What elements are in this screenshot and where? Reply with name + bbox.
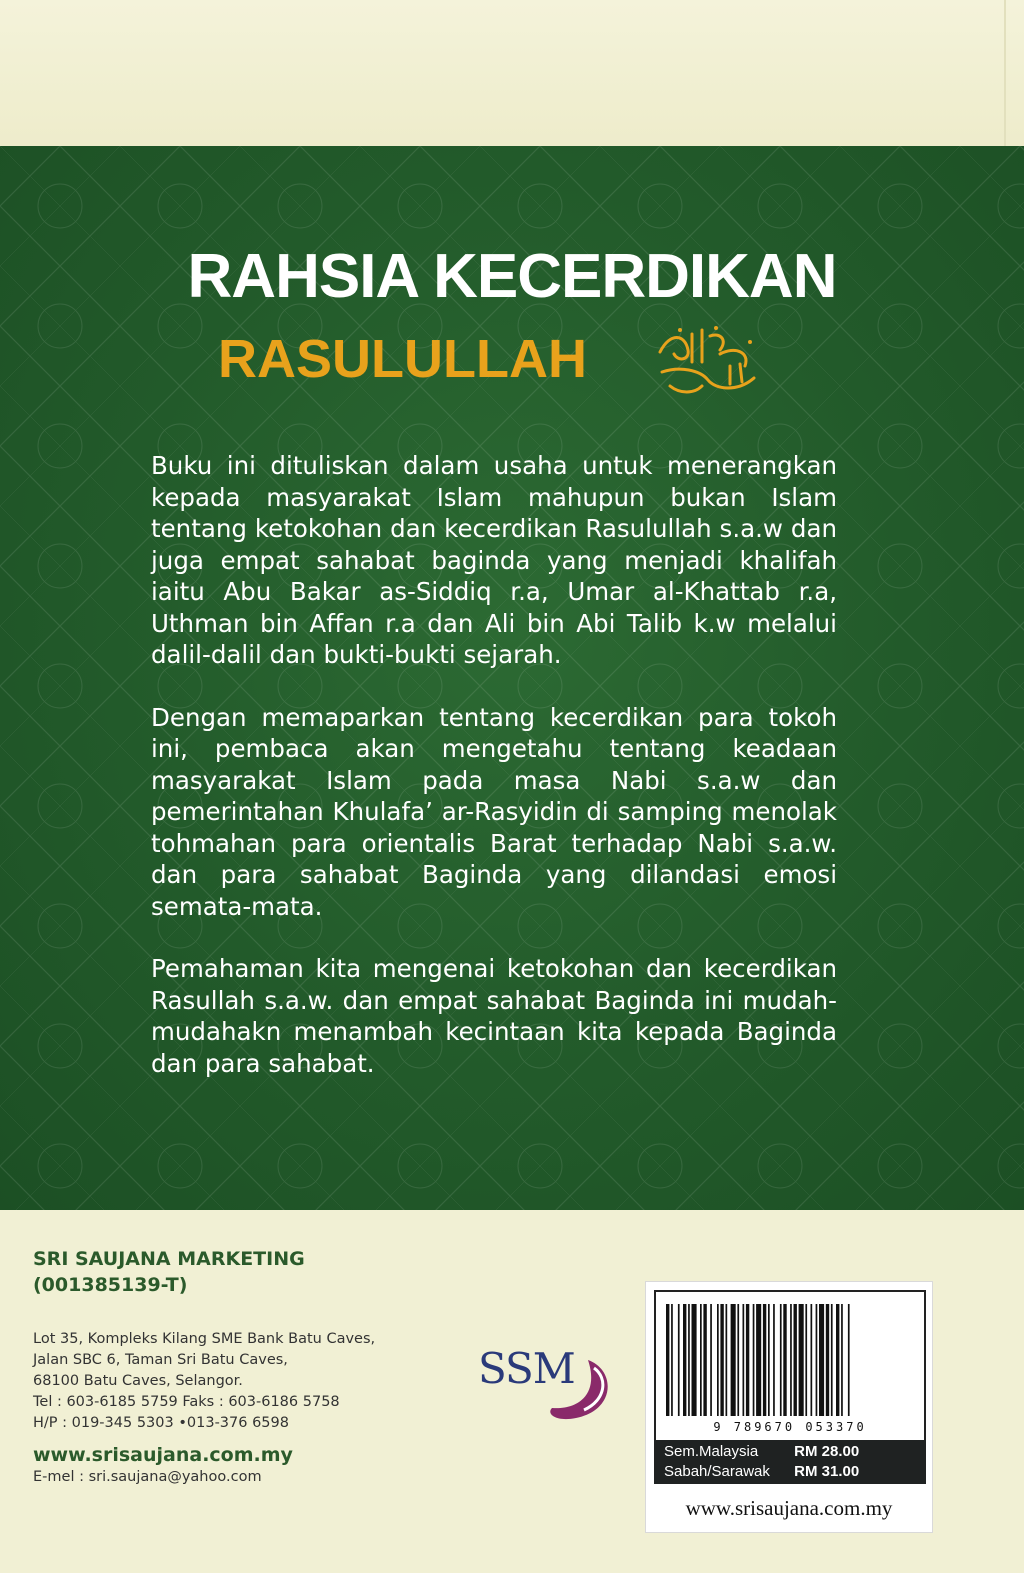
barcode-bar [763,1304,766,1416]
barcode-bar [731,1304,736,1416]
top-cream-band [0,0,1024,146]
address-line: Jalan SBC 6, Taman Sri Batu Caves, [33,1352,288,1368]
barcode-bar [780,1304,782,1416]
address-line: Lot 35, Kompleks Kilang SME Bank Batu Caves, [33,1331,376,1347]
address-line: 68100 Batu Caves, Selangor. [33,1373,243,1389]
barcode-bar [746,1304,749,1416]
barcode-bar [848,1304,850,1416]
isbn-barcode [654,1290,926,1444]
handphone-line: H/P : 019-345 5303 •013-376 6598 [33,1415,289,1431]
book-title-line2: RASULULLAH [218,329,587,389]
barcode-bar [773,1304,775,1416]
price-list [654,1440,926,1484]
barcode-bar [799,1304,804,1416]
description-paragraph-3: Pemahaman kita mengenai ketokohan dan kecerdikan Rasullah s.a.w. dan empat sahabat Baginda ini mudah-mudahakn menambah kecintaan kita kepada Baginda dan para sahabat. [151,954,837,1078]
description-paragraph-2: Dengan memaparkan tentang kecerdikan para tokoh ini, pembaca akan mengetahu tentang keadaan masyarakat Islam pada masa Nabi s.a.w dan pemerintahan Khulafa’ ar-Rasyidin di samping menolak tohmahan para orientalis Barat terhadap Nabi s.a.w. dan para sahabat Baginda yang dilandasi emosi semata-mata. [151,702,837,921]
barcode-bar [726,1304,728,1416]
description-paragraph-1: Buku ini dituliskan dalam usaha untuk menerangkan kepada masyarakat Islam mahupun bukan Islam tentang ketokohan dan kecerdikan Rasulullah s.a.w dan juga empat sahabat baginda yang menjadi khalifah iaitu Abu Bakar as-Siddiq r.a, Umar al-Khattab r.a, Uthman bin Affan r.a dan Ali bin Abi Talib k.w melalui dalil-dalil dan bukti-bukti sejarah. [151,451,837,669]
green-cover-panel [0,146,1024,1210]
barcode-bar [819,1304,824,1416]
barcode-bar [826,1304,829,1416]
price-box-website[interactable]: www.srisaujana.com.my [685,1496,893,1520]
barcode-bar [703,1304,706,1416]
barcode-bar [710,1304,712,1416]
publisher-reg-no: (001385139-T) [33,1274,188,1296]
isbn-number: 9 789670 053370 [713,1420,867,1434]
publisher-website[interactable]: www.srisaujana.com.my [33,1444,293,1466]
barcode-bar [805,1304,807,1416]
publisher-address [33,1329,453,1434]
barcode-bar [790,1304,792,1416]
price-region: Sabah/Sarawak [664,1463,770,1480]
ssm-logo-text: SSM [478,1344,575,1393]
barcode-bar [756,1304,761,1416]
barcode-bar [737,1304,739,1416]
cover-fold-line [1004,0,1006,146]
price-amount: RM 28.00 [794,1443,860,1460]
book-description [151,450,837,1110]
barcode-bar [666,1304,669,1416]
barcode-bar [831,1304,833,1416]
publisher-name: SRI SAUJANA MARKETING [33,1248,305,1270]
barcode-bar [720,1304,723,1416]
price-barcode-box [646,1282,932,1532]
barcode-bar [816,1304,818,1416]
barcode-bar [688,1304,690,1416]
barcode-bar [671,1304,673,1416]
barcode-bar [841,1304,843,1416]
barcode-bar [768,1304,770,1416]
barcode-bar [783,1304,786,1416]
book-title-line1: RAHSIA KECERDIKAN [187,242,837,311]
barcode-bar [753,1304,755,1416]
barcode-bar [717,1304,719,1416]
barcode-bar [683,1304,686,1416]
barcode-bar [700,1304,702,1416]
phone-fax-line: Tel : 603-6185 5759 Faks : 603-6186 5758 [33,1394,340,1410]
barcode-bar [811,1304,813,1416]
publisher-block [33,1246,453,1298]
price-region: Sem.Malaysia [664,1443,759,1460]
price-amount: RM 31.00 [794,1463,860,1480]
barcode-bar [678,1304,680,1416]
barcode-bar [692,1304,697,1416]
barcode-bar [794,1304,797,1416]
price-row-east [664,1463,924,1483]
price-row-west [664,1443,924,1463]
salawat-calligraphy-icon [650,322,770,402]
barcode-bars [666,1304,914,1416]
publisher-email[interactable]: E-mel : sri.saujana@yahoo.com [33,1469,262,1485]
barcode-bar [836,1304,839,1416]
barcode-bar [743,1304,745,1416]
